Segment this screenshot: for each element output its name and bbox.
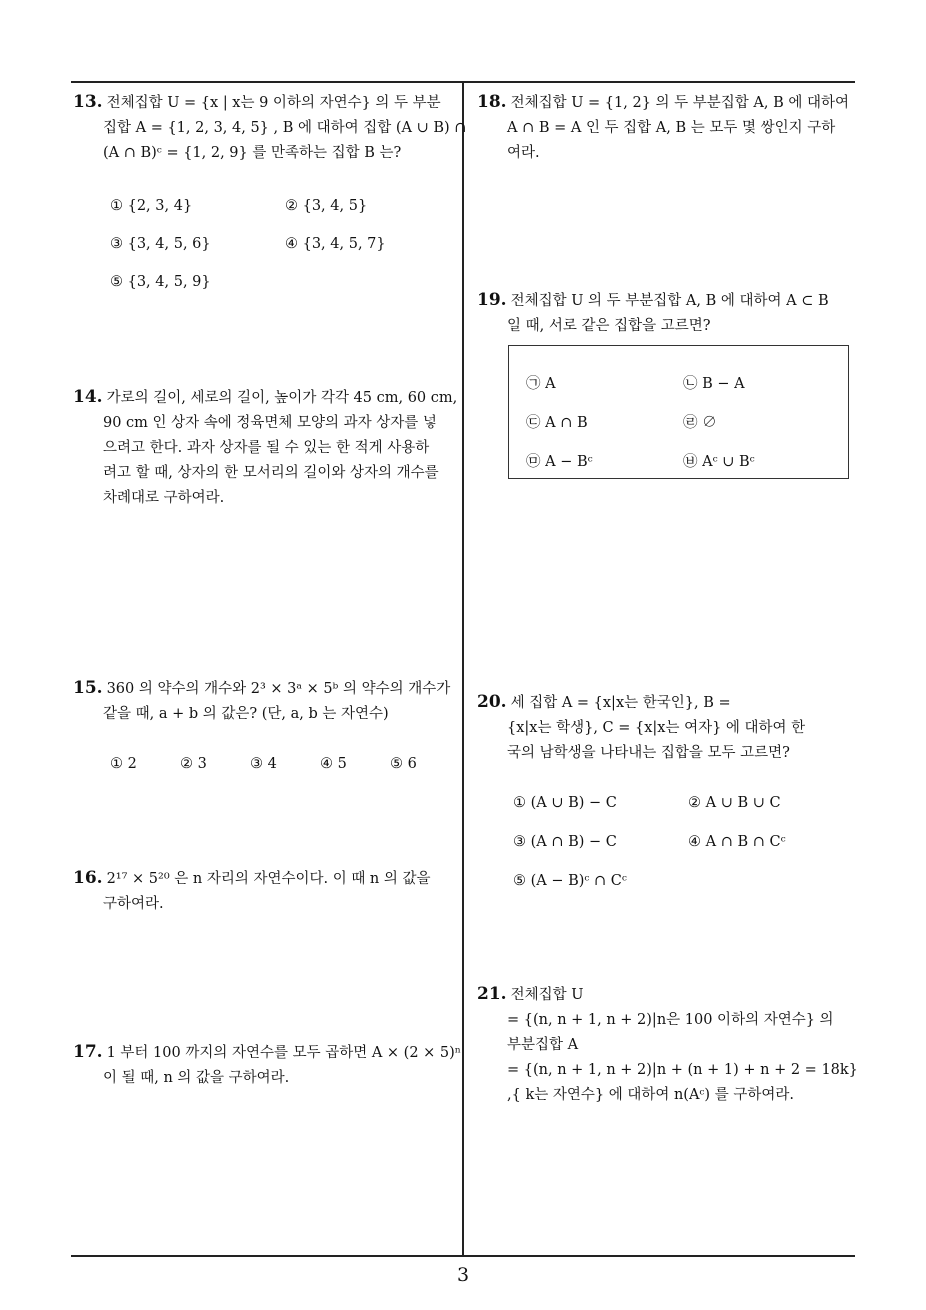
option-5[interactable]: ⑤ (A − B)ᶜ ∩ Cᶜ xyxy=(513,873,627,889)
question-number: 20. xyxy=(477,692,507,712)
option-3[interactable]: ③ (A ∩ B) − C xyxy=(513,834,617,850)
question-text: 국의 남학생을 나타내는 집합을 모두 고르면? xyxy=(507,745,790,761)
question-text: ,{ k는 자연수} 에 대하여 n(Aᶜ) 를 구하여라. xyxy=(507,1087,794,1103)
question-20 xyxy=(477,690,862,766)
question-text: 전체집합 U = {x | x는 9 이하의 자연수} 의 두 부분 xyxy=(106,95,441,111)
question-text: 려고 할 때, 상자의 한 모서리의 길이와 상자의 개수를 xyxy=(103,465,439,481)
question-text: = {(n, n + 1, n + 2)|n은 100 이하의 자연수} 의 xyxy=(507,1012,834,1028)
question-text: 전체집합 U xyxy=(510,987,584,1003)
question-text: 90 cm 인 상자 속에 정육면체 모양의 과자 상자를 넣 xyxy=(103,415,437,431)
option-4[interactable]: ④ A ∩ B ∩ Cᶜ xyxy=(688,834,786,850)
question-text: 으려고 한다. 과자 상자를 될 수 있는 한 적게 사용하 xyxy=(103,440,430,456)
option-3[interactable]: ③ {3, 4, 5, 6} xyxy=(110,236,211,252)
question-text: 2¹⁷ × 5²⁰ 은 n 자리의 자연수이다. 이 때 n 의 값을 xyxy=(106,871,431,887)
question-text: 같을 때, a + b 의 값은? (단, a, b 는 자연수) xyxy=(103,706,389,722)
question-text: 여라. xyxy=(507,145,540,161)
option-3[interactable]: ③ 4 xyxy=(250,756,277,772)
option-2[interactable]: ② A ∪ B ∪ C xyxy=(688,795,781,811)
choice-ra[interactable]: ㉣ ∅ xyxy=(683,415,717,431)
question-number: 21. xyxy=(477,984,507,1004)
question-number: 18. xyxy=(477,92,507,112)
choice-na[interactable]: ㉡ B − A xyxy=(683,376,745,392)
question-number: 19. xyxy=(477,290,507,310)
bottom-rule xyxy=(71,1255,855,1257)
question-text: {x|x는 학생}, C = {x|x는 여자} 에 대하여 한 xyxy=(507,720,806,736)
option-5[interactable]: ⑤ 6 xyxy=(390,756,417,772)
question-text: 차례대로 구하여라. xyxy=(103,490,225,506)
option-1[interactable]: ① 2 xyxy=(110,756,137,772)
question-text: 구하여라. xyxy=(103,896,164,912)
question-19 xyxy=(477,288,862,339)
option-4[interactable]: ④ {3, 4, 5, 7} xyxy=(285,236,386,252)
choice-ba[interactable]: ㉥ Aᶜ ∪ Bᶜ xyxy=(683,454,755,470)
question-number: 15. xyxy=(73,678,103,698)
question-number: 13. xyxy=(73,92,103,112)
question-16 xyxy=(73,866,458,917)
question-text: 가로의 길이, 세로의 길이, 높이가 각각 45 cm, 60 cm, xyxy=(106,390,458,406)
question-14 xyxy=(73,385,458,511)
question-text: 일 때, 서로 같은 집합을 고르면? xyxy=(507,318,711,334)
choice-ga[interactable]: ㉠ A xyxy=(526,376,556,392)
question-number: 14. xyxy=(73,387,103,407)
question-text: 360 의 약수의 개수와 2³ × 3ᵃ × 5ᵇ 의 약수의 개수가 xyxy=(106,681,451,697)
question-text: 이 될 때, n 의 값을 구하여라. xyxy=(103,1070,290,1086)
question-number: 17. xyxy=(73,1042,103,1062)
option-4[interactable]: ④ 5 xyxy=(320,756,347,772)
question-13 xyxy=(73,90,467,166)
choice-ma[interactable]: ㉤ A − Bᶜ xyxy=(526,454,593,470)
question-text: = {(n, n + 1, n + 2)|n + (n + 1) + n + 2 = 18k} xyxy=(507,1062,858,1078)
option-5[interactable]: ⑤ {3, 4, 5, 9} xyxy=(110,274,211,290)
question-text: 전체집합 U 의 두 부분집합 A, B 에 대하여 A ⊂ B xyxy=(510,293,829,309)
option-2[interactable]: ② {3, 4, 5} xyxy=(285,198,368,214)
column-divider xyxy=(462,81,464,1256)
question-text: 집합 A = {1, 2, 3, 4, 5} , B 에 대하여 집합 (A ∪ B) ∩ xyxy=(103,120,467,136)
question-number: 16. xyxy=(73,868,103,888)
question-18 xyxy=(477,90,862,166)
choice-da[interactable]: ㉢ A ∩ B xyxy=(526,415,588,431)
question-text: A ∩ B = A 인 두 집합 A, B 는 모두 몇 쌍인지 구하 xyxy=(507,120,836,136)
question-text: 전체집합 U = {1, 2} 의 두 부분집합 A, B 에 대하여 xyxy=(510,95,849,111)
question-text: 1 부터 100 까지의 자연수를 모두 곱하면 A × (2 × 5)ⁿ xyxy=(106,1045,462,1061)
option-1[interactable]: ① (A ∪ B) − C xyxy=(513,795,617,811)
question-text: (A ∩ B)ᶜ = {1, 2, 9} 를 만족하는 집합 B 는? xyxy=(103,145,402,161)
question-15 xyxy=(73,676,458,727)
question-21 xyxy=(477,982,862,1108)
option-2[interactable]: ② 3 xyxy=(180,756,207,772)
option-1[interactable]: ① {2, 3, 4} xyxy=(110,198,193,214)
page-number: 3 xyxy=(456,1264,470,1286)
question-17 xyxy=(73,1040,462,1091)
question-text: 부분집합 A xyxy=(507,1037,579,1053)
question-text: 세 집합 A = {x|x는 한국인}, B = xyxy=(510,695,731,711)
